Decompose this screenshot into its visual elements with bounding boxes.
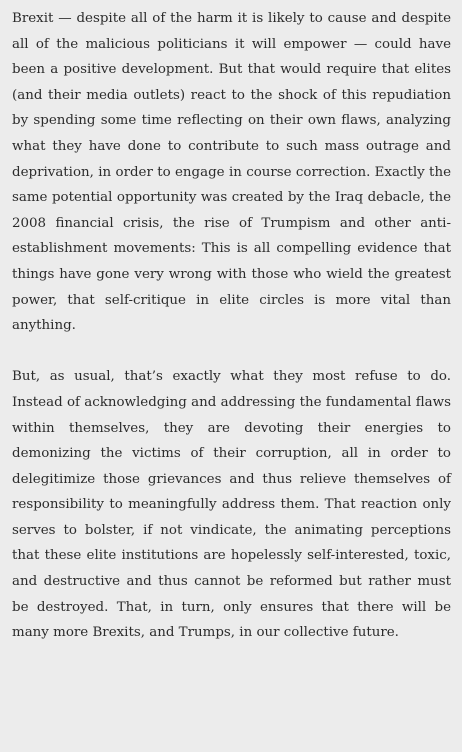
paragraph-elite-refusal: But, as usual, that’s exactly what they most refuse to do. Instead of acknowledging and addressing the fundamental flaws within themselves, they are devoting their energies to demonizing the victims of their corruption, all in order to delegitimize those grievances and thus relieve themselves of responsibility to meaningfully address them. That reaction only serves to bolster, if not vindicate, the animating perceptions that these elite institutions are hopelessly self-interested, toxic, and destructive and thus cannot be reformed but rather must be destroyed. That, in turn, only ensures that there will be many more Brexits, and Trumps, in our collective future. (12, 369, 451, 641)
paragraph-brexit-opportunity: Brexit — despite all of the harm it is likely to cause and despite all of the malicious politicians it will empower — could have been a positive development. But that would require that elites (and their media outlets) react to the shock of this repudiation by spending some time reflecting on their own flaws, analyzing what they have done to contribute to such mass outrage and deprivation, in order to engage in course correction. Exactly the same potential opportunity was created by the Iraq debacle, the 2008 financial crisis, the rise of Trumpism and other anti-establishment movements: This is all compelling evidence that things have gone very wrong with those who wield the greatest power, that self-critique in elite circles is more vital than anything. (12, 11, 451, 334)
